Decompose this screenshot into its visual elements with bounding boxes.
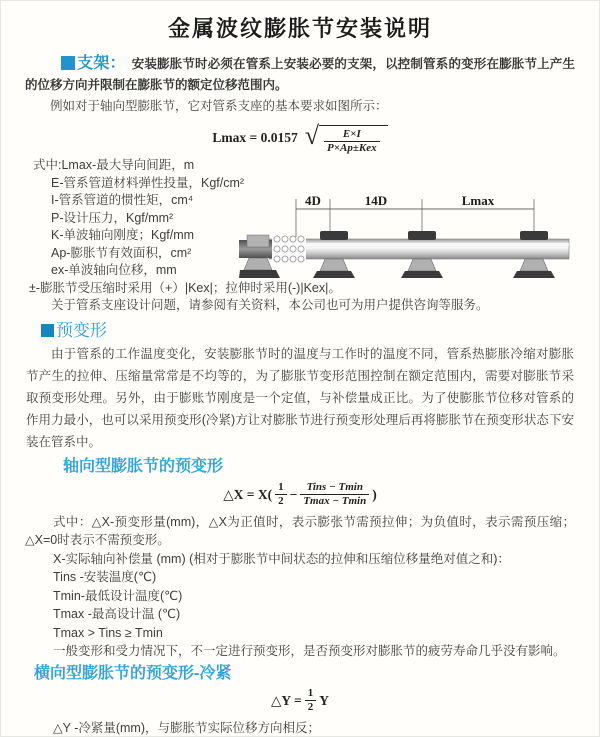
definition-item: Ap-膨胀节有效面积，cm² (51, 245, 192, 260)
section-marker-icon (41, 324, 54, 337)
half-fraction: $\frac{1}{2}$ (305, 687, 317, 714)
axial-predeform-formula (1, 479, 599, 511)
definition-item: 关于管系支座设计问题，请参阅有关资料，本公司也可为用户提供咨询等服务。 (51, 298, 489, 312)
axial-notes (25, 513, 575, 661)
note-line: 式中：△X-预变形量(mm)，△X为正值时，表示膨张节需预拉伸；为负值时，表示需预压缩；△X=0时表示不需预变形。 (25, 514, 575, 547)
definition-item: K-单波轴向刚度；Kgf/mm (51, 228, 195, 242)
support-paragraph-text: 安装膨胀节时必须在管系上安装必要的支架，以控制管系的变形在膨胀节上产生的位移方向并限制在膨胀节的额定位移范围内。 (25, 57, 575, 92)
sqrt-symbol: √ (304, 121, 319, 150)
definition-item: 式中:Lmax-最大导向间距，m (33, 158, 195, 172)
formula-fraction (324, 128, 380, 155)
example-line: 例如对于轴向型膨胀节，它对管系支座的基本要求如图所示： (50, 99, 388, 113)
support-section-paragraph (25, 53, 575, 96)
support-section-label: 支架： (77, 55, 126, 72)
radical (305, 121, 388, 155)
dim-label-lmax: Lmax (461, 193, 495, 208)
definition-item: I-管系管道的惯性矩，cm⁴ (51, 193, 194, 207)
pipe-support-diagram (239, 191, 595, 289)
definition-item: ±-膨胀节受压缩时采用（+）|Kex|；拉伸时采用(-)|Kex|。 (29, 280, 341, 295)
note-line: 一般变形和受力情况下，不一定进行预变形，是否预变形对膨胀节的疲劳寿命几乎没有影响。 (53, 644, 566, 658)
note-line: Tmax -最高设计温 (℃) (53, 607, 181, 621)
formula-lhs: Lmax = 0.0157 (212, 130, 298, 145)
page-title: 金属波纹膨胀节安装说明 (167, 16, 432, 41)
note-line: △Y -冷紧量(mm)，与膨胀节实际位移方向相反； (53, 720, 321, 735)
lateral-subheading: 横向型膨胀节的预变形-冷紧 (34, 664, 232, 682)
formula-rhs: ) (372, 486, 377, 502)
minus-sign: − (289, 486, 298, 502)
formula-lhs: △Y = (271, 692, 302, 708)
pipe (269, 239, 569, 259)
predeform-heading-text: 预变形 (56, 320, 107, 340)
note-line: Tmax > Tins ≥ Tmin (53, 625, 163, 640)
fraction-denominator: P×Ap±Kex (327, 142, 377, 154)
half-fraction: $\frac{1}{2}$ (275, 481, 287, 508)
predeform-paragraph: 由于管系的工作温度变化，安装膨胀节时的温度与工作时的温度不同，管系热膨胀冷缩对膨胀节产生的拉伸、压缩量常常是不均等的，为了膨胀节变形范围控制在额定范围内，需要对膨胀节采取预变形处理。另外，由于膨账节刚度是一个定值，与补偿量成正比。为了使膨胀节位移对管系的作用力最小，也可以采用预变形(冷紧)方让对膨胀节进行预变形处理后再将膨胀节在预变形状态下安装在管系中。 (26, 346, 574, 449)
formula-rhs: Y (319, 692, 329, 708)
dim-label-4d: 4D (305, 193, 321, 208)
section-marker-icon (61, 56, 75, 70)
note-line: X-实际轴向补偿量 (mm) (相对于膨胀节中间状态的拉伸和压缩位移量绝对值之和)： (53, 551, 510, 566)
predeform-section-heading (41, 321, 599, 341)
fraction-numerator: E×I (324, 128, 380, 142)
dim-label-14d: 14D (364, 193, 388, 208)
note-line: Tmin-最低设计温度(℃) (53, 588, 183, 603)
lateral-coldtight-formula (1, 688, 599, 714)
definition-item: P-设计压力，Kgf/mm² (51, 210, 174, 225)
temperature-fraction: $\frac{\text{Tins − Tmin}}{Tmax - Tmin}$ (300, 481, 369, 508)
lateral-note (25, 719, 575, 737)
bellows-section (272, 236, 306, 262)
formula-lhs: △X = X( (223, 486, 273, 502)
definition-item: E-管系管道材料弹性投量，Kgf/cm² (51, 175, 245, 190)
definition-item: ex-单波轴向位移，mm (51, 263, 177, 277)
guide-spacing-formula (1, 121, 599, 155)
note-line: Tins -安装温度(℃) (53, 570, 157, 584)
axial-subheading: 轴向型膨胀节的预变形 (63, 457, 224, 475)
